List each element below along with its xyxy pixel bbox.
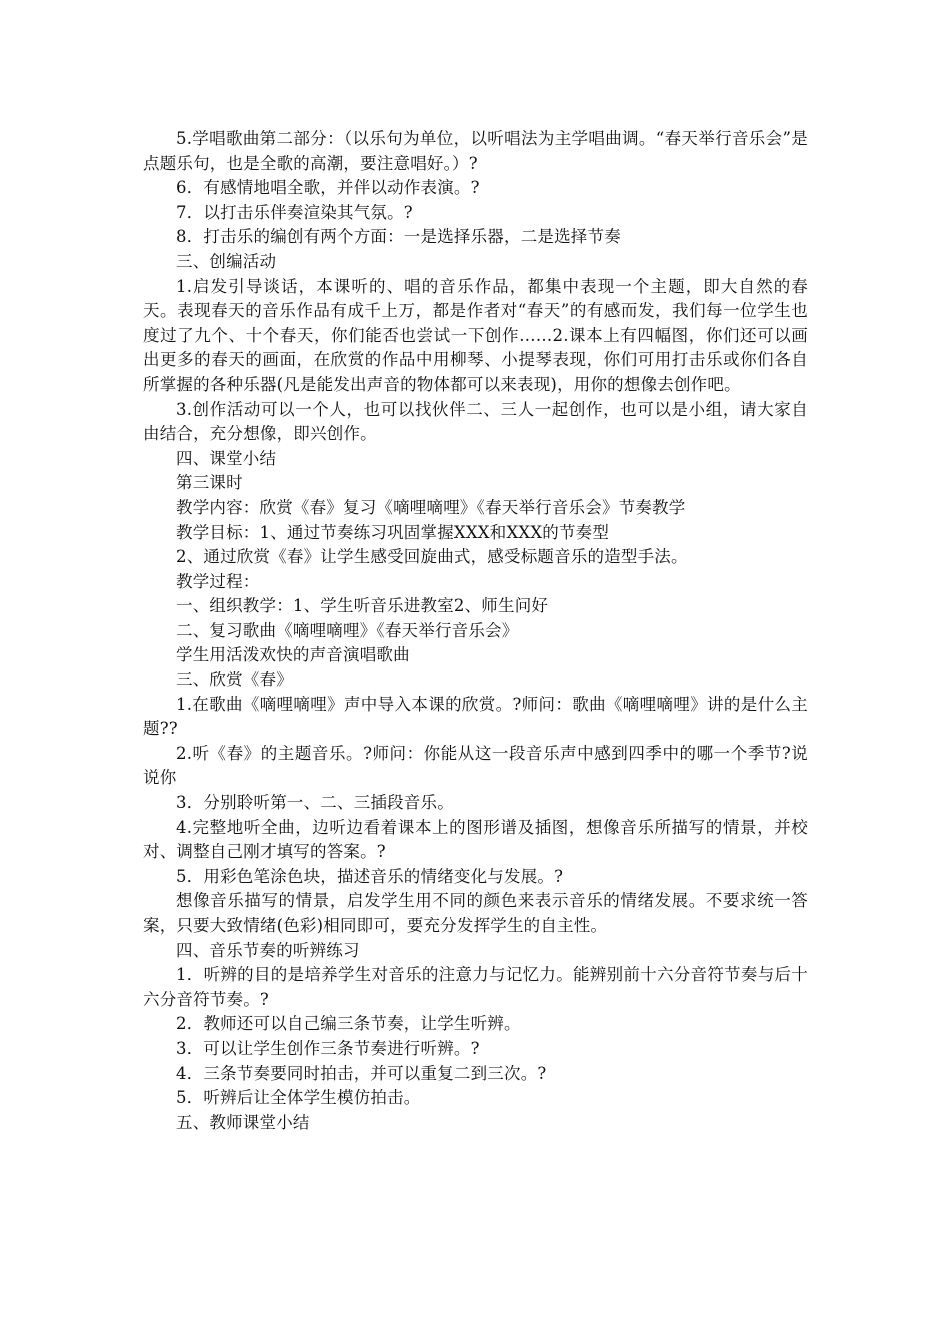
paragraph: 3.创作活动可以一个人，也可以找伙伴二、三人一起创作，也可以是小组，请大家自由结合，充分想像，即兴创作。: [143, 399, 808, 444]
lesson-heading: 第三课时: [176, 473, 243, 493]
section-heading: 五、教师课堂小结: [176, 1112, 310, 1132]
paragraph: 5．用彩色笔涂色块，描述音乐的情绪变化与发展。?: [176, 866, 564, 886]
paragraph: 4.完整地听全曲，边听边看着课本上的图形谱及插图，想像音乐所描写的情景，并校对、调整自己刚才填写的答案。?: [143, 817, 808, 862]
paragraph: 1．听辨的目的是培养学生对音乐的注意力与记忆力。能辨别前十六分音符节奏与后十六分音符节奏。?: [143, 965, 808, 1009]
section-heading: 二、复习歌曲《嘀哩嘀哩》《春天举行音乐会》: [176, 620, 519, 640]
paragraph: 6．有感情地唱全歌，并伴以动作表演。?: [176, 178, 480, 198]
paragraph: 2.听《春》的主题音乐。?师问：你能从这一段音乐声中感到四季中的哪一个季节?说说你: [143, 743, 808, 788]
paragraph: 5.学唱歌曲第二部分：（以乐句为单位，以听唱法为主学唱曲调。“春天举行音乐会”是点题乐句，也是全歌的高潮，要注意唱好。）?: [143, 129, 808, 173]
paragraph: 1.在歌曲《嘀哩嘀哩》声中导入本课的欣赏。?师问：歌曲《嘀哩嘀哩》讲的是什么主题??: [143, 694, 808, 739]
section-heading: 三、创编活动: [176, 251, 277, 271]
paragraph: 2、通过欣赏《春》让学生感受回旋曲式，感受标题音乐的造型手法。: [176, 547, 688, 567]
paragraph: 8．打击乐的编创有两个方面：一是选择乐器，二是选择节奏: [176, 227, 621, 247]
paragraph: 3．可以让学生创作三条节奏进行听辨。?: [176, 1038, 480, 1058]
paragraph: 学生用活泼欢快的声音演唱歌曲: [176, 645, 410, 665]
section-heading: 三、欣赏《春》: [176, 670, 293, 690]
paragraph: 5．听辨后让全体学生模仿拍击。: [176, 1088, 421, 1108]
paragraph: 教学过程：: [176, 571, 260, 591]
paragraph: 3．分别聆听第一、二、三插段音乐。: [176, 793, 454, 813]
section-heading: 四、音乐节奏的听辨练习: [176, 940, 360, 960]
paragraph: 想像音乐描写的情景，启发学生用不同的颜色来表示音乐的情绪发展。不要求统一答案，只要大致情绪(色彩)相同即可，要充分发挥学生的自主性。: [143, 891, 808, 935]
paragraph: 1.启发引导谈话，本课听的、唱的音乐作品，都集中表现一个主题，即大自然的春天。表现春天的音乐作品有成千上万，都是作者对“春天”的有感而发，我们每一位学生也度过了九个、十个春天，你们能否也尝试一下创作……2.课本上有四幅图，你们还可以画出更多的春天的画面，在欣赏的作品中用柳琴、小提琴表现，你们可用打击乐或你们各自所掌握的各种乐器(凡是能发出声音的物体都可以来表现)，用你的想像去创作吧。: [143, 276, 808, 394]
paragraph: 4．三条节奏要同时拍击，并可以重复二到三次。?: [176, 1063, 547, 1083]
section-heading: 四、课堂小结: [176, 448, 277, 468]
paragraph: 教学内容：欣赏《春》复习《嘀哩嘀哩》《春天举行音乐会》节奏教学: [176, 497, 686, 517]
paragraph: 教学目标：1、通过节奏练习巩固掌握XXX和XXX的节奏型: [176, 522, 610, 542]
document-body: [143, 127, 808, 1135]
paragraph: 2．教师还可以自己编三条节奏，让学生听辨。: [176, 1014, 521, 1034]
paragraph: 7．以打击乐伴奏渲染其气氛。?: [176, 202, 413, 222]
section-heading: 一、组织教学：1、学生听音乐进教室2、师生问好: [176, 596, 549, 616]
